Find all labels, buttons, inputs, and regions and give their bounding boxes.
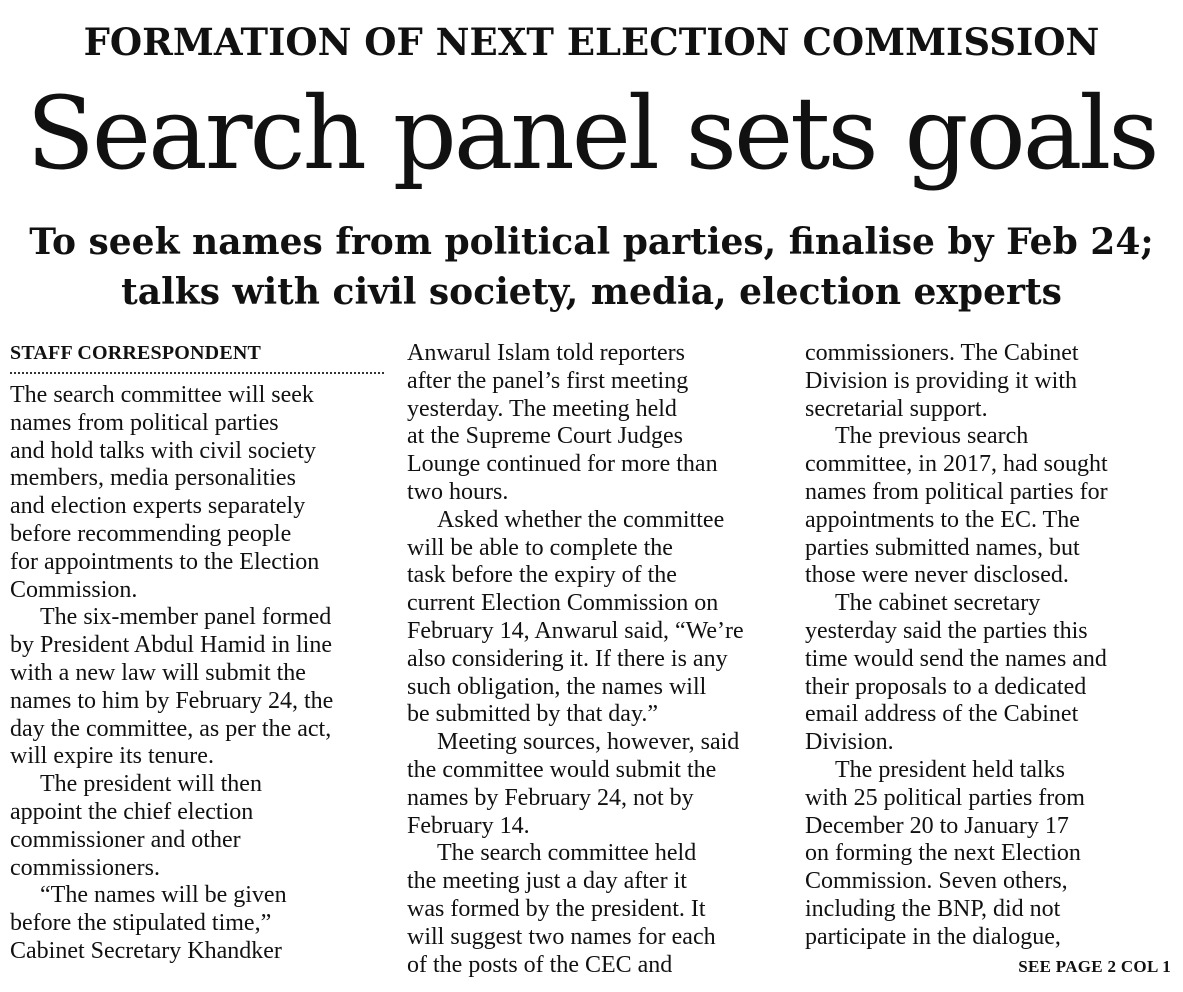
column-2-body [407,340,777,979]
body-line: at the Supreme Court Judges [407,423,683,450]
kicker: FORMATION OF NEXT ELECTION COMMISSION [83,20,1100,64]
body-line: those were never disclosed. [805,562,1069,589]
body-line: for appointments to the Election [10,548,320,575]
column-1 [10,340,384,966]
body-line: and hold talks with civil society [10,437,316,464]
body-line: The search committee will seek [10,382,314,408]
body-line: participate in the dialogue, [805,923,1061,950]
body-line: will expire its tenure. [10,743,214,770]
body-line: February 14. [407,812,530,839]
body-line: Cabinet Secretary Khandker [10,937,282,964]
body-line: the meeting just a day after it [407,868,687,895]
body-line: day the committee, as per the act, [10,715,332,742]
body-line: names from political parties [10,409,279,436]
body-line: Anwarul Islam told reporters [407,340,685,366]
body-line: The cabinet secretary [835,590,1041,617]
body-line: members, media personalities [10,465,296,492]
body-line: was formed by the president. It [407,895,706,922]
body-line: such obligation, the names will [407,673,707,700]
body-line: appointments to the EC. The [805,506,1080,533]
body-line: will suggest two names for each [407,923,716,950]
body-line: names from political parties for [805,478,1108,505]
body-line: will be able to complete the [407,534,673,561]
body-line: including the BNP, did not [805,895,1061,922]
column-3 [805,340,1165,952]
body-line: “The names will be given [40,882,287,909]
body-line: Lounge continued for more than [407,451,718,478]
body-line: with 25 political parties from [805,784,1085,811]
body-line: committee, in 2017, had sought [805,451,1108,478]
body-line: commissioners. The Cabinet [805,340,1079,366]
body-line: two hours. [407,478,509,505]
body-line: of the posts of the CEC and [407,951,673,978]
body-line: yesterday. The meeting held [407,395,677,422]
body-line: Division. [805,729,894,756]
jump-line: SEE PAGE 2 COL 1 [1018,957,1171,976]
body-line: The president will then [40,771,262,798]
body-line: Asked whether the committee [437,506,725,533]
body-line: also considering it. If there is any [407,645,728,672]
body-line: on forming the next Election [805,840,1081,867]
body-line: December 20 to January 17 [805,812,1069,839]
body-line: names by February 24, not by [407,784,694,811]
body-line: task before the expiry of the [407,562,677,589]
column-3-body [805,340,1165,952]
body-line: Meeting sources, however, said [437,729,740,756]
body-line: names to him by February 24, the [10,687,334,714]
byline: STAFF CORRESPONDENT [10,340,384,374]
column-1-body [10,382,384,966]
deck [0,217,1183,317]
body-line: before recommending people [10,520,292,547]
body-line: Commission. Seven others, [805,868,1068,895]
body-line: The search committee held [437,840,697,867]
body-line: parties submitted names, but [805,534,1080,561]
body-line: commissioners. [10,854,160,881]
body-line: Division is providing it with [805,367,1078,394]
body-line: email address of the Cabinet [805,701,1079,728]
body-line: The six-member panel formed [40,604,332,631]
body-line: current Election Commission on [407,590,719,617]
body-line: The previous search [835,423,1029,450]
body-line: secretarial support. [805,395,988,422]
headline: Search panel sets goals [26,75,1157,192]
body-line: and election experts separately [10,493,306,520]
deck-line-2: talks with civil society, media, election experts [121,271,1062,313]
column-2 [407,340,777,979]
body-line: commissioner and other [10,826,241,853]
body-line: February 14, Anwarul said, “We’re [407,617,744,644]
deck-line-1: To seek names from political parties, finalise by Feb 24; [29,221,1154,263]
body-line: with a new law will submit the [10,659,306,686]
body-line: Commission. [10,576,138,603]
body-line: time would send the names and [805,645,1107,672]
body-line: before the stipulated time,” [10,910,272,937]
body-line: their proposals to a dedicated [805,673,1087,700]
body-line: after the panel’s first meeting [407,367,689,394]
body-line: the committee would submit the [407,756,717,783]
body-line: yesterday said the parties this [805,617,1088,644]
body-line: The president held talks [835,756,1065,783]
body-line: appoint the chief election [10,798,254,825]
body-line: by President Abdul Hamid in line [10,632,332,659]
body-line: be submitted by that day.” [407,701,659,728]
